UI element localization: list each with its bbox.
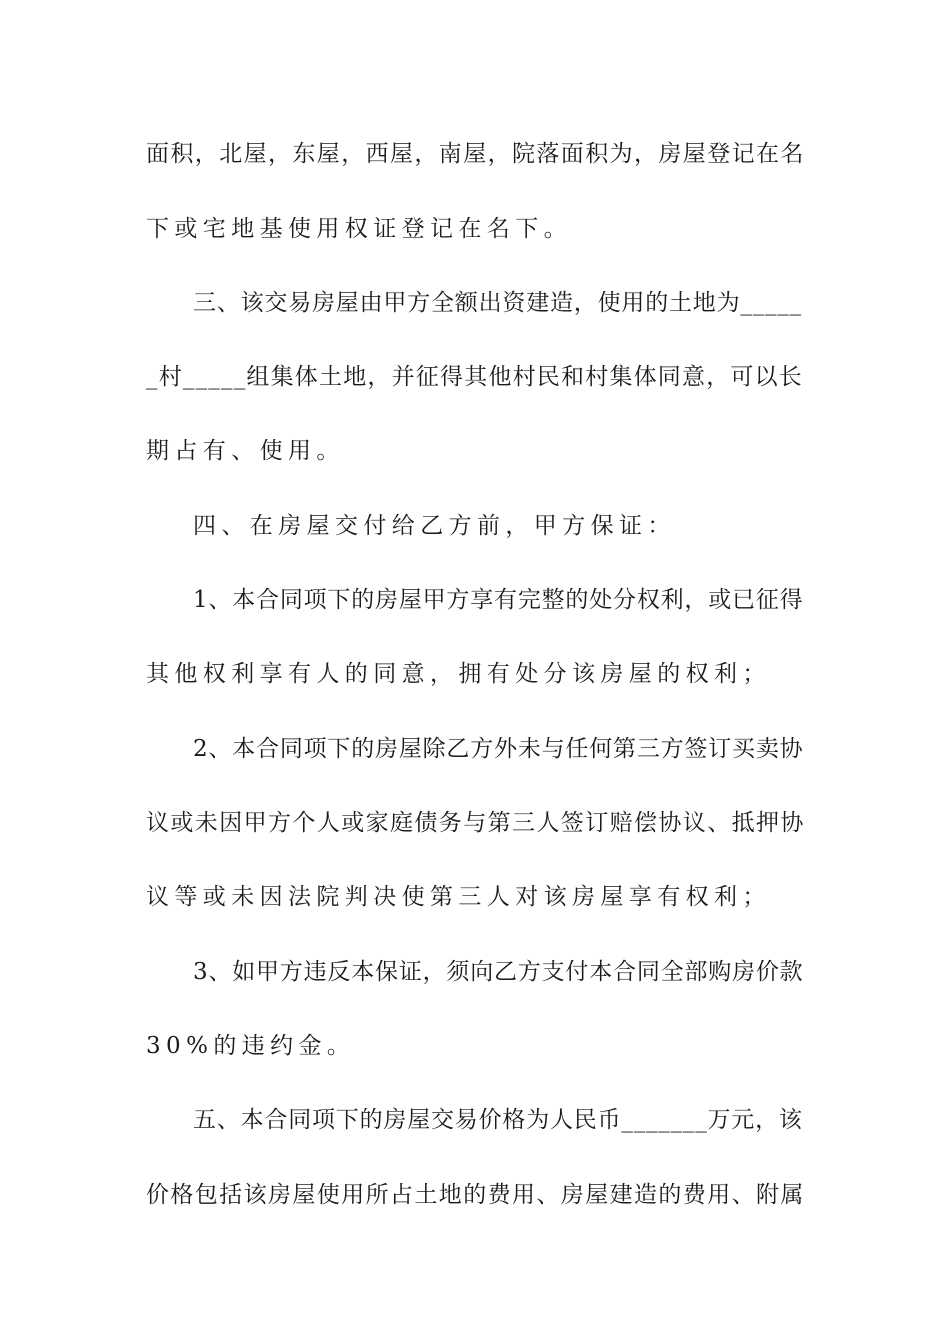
item-one-line: 1、本合同项下的房屋甲方享有完整的处分权利，或已征得 — [193, 587, 804, 613]
text-line: 议或未因甲方个人或家庭债务与第三人签订赔偿协议、抵押协 — [146, 810, 805, 836]
text-line: 30%的违约金。 — [146, 1033, 356, 1059]
text-line: 价格包括该房屋使用所占土地的费用、房屋建造的费用、附属 — [146, 1182, 805, 1208]
clause-four-heading: 四、在房屋交付给乙方前，甲方保证： — [193, 513, 676, 539]
clause-three-line: 三、该交易房屋由甲方全额出资建造，使用的土地为_____ — [193, 290, 802, 316]
item-two-line: 2、本合同项下的房屋除乙方外未与任何第三方签订买卖协 — [193, 736, 804, 762]
text-line: 期占有、使用。 — [146, 438, 345, 464]
text-line: 其他权利享有人的同意，拥有处分该房屋的权利； — [146, 661, 771, 687]
text-line: 议等或未因法院判决使第三人对该房屋享有权利； — [146, 884, 771, 910]
text-line: 面积，北屋，东屋，西屋，南屋，院落面积为，房屋登记在名 — [146, 141, 805, 167]
clause-five-line: 五、本合同项下的房屋交易价格为人民币_______万元，该 — [193, 1107, 803, 1133]
item-three-line: 3、如甲方违反本保证，须向乙方支付本合同全部购房价款 — [193, 959, 804, 985]
text-line: 下或宅地基使用权证登记在名下。 — [146, 216, 572, 242]
text-line: _村_____组集体土地，并征得其他村民和村集体同意，可以长 — [146, 364, 803, 390]
